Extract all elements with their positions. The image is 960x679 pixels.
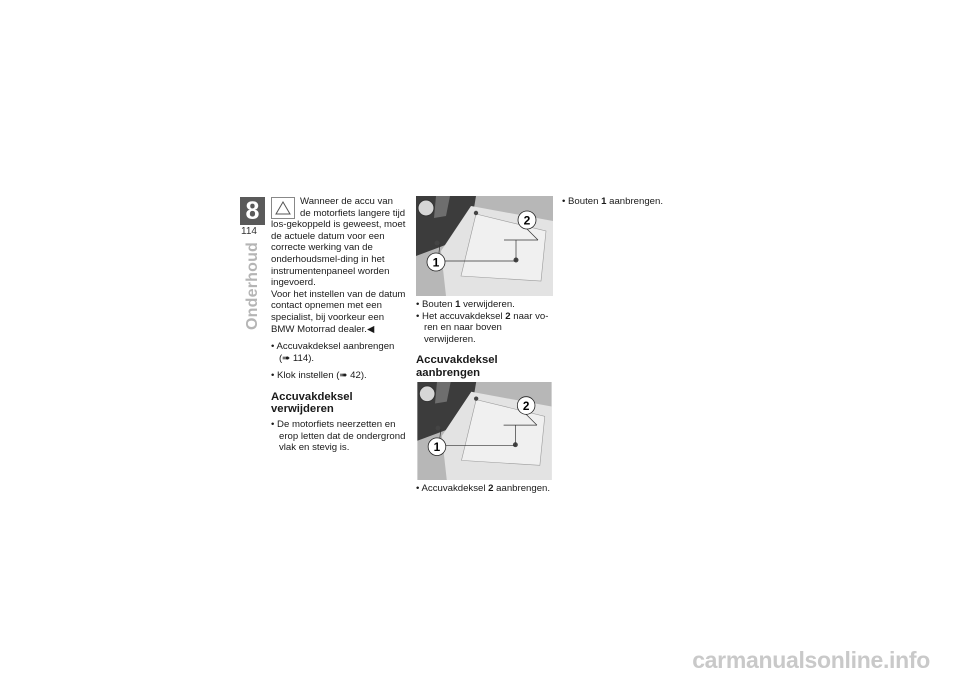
column-1 bbox=[271, 196, 406, 454]
chapter-number: 8 bbox=[240, 197, 265, 225]
column-3 bbox=[562, 196, 702, 208]
section-heading: Accuvakdeksel verwijderen bbox=[271, 390, 353, 416]
list-item: • De motorfiets neerzetten en erop letten dat de ondergrond vlak en stevig is. bbox=[271, 418, 406, 454]
column-2 bbox=[416, 196, 553, 495]
page-link[interactable]: 42 bbox=[350, 370, 361, 382]
warning-text: Wanneer de accu van de motorfiets langere tijd los-gekoppeld is geweest, moet de actuele datum voor een correcte werking van de onderhoudsmel-ding in het instrumentenpaneel worden ingevoerd. bbox=[271, 196, 406, 289]
section-heading: Accuvakdeksel aanbrengen bbox=[416, 354, 498, 379]
list-item: • Bouten 1 aanbrengen. bbox=[562, 196, 663, 207]
watermark: carmanualsonline.info bbox=[692, 647, 930, 673]
list-item: • Accuvakdeksel aanbrengen (➠ 114). bbox=[271, 341, 395, 364]
list-item: • Het accuvakdeksel 2 naar vo-ren en naar boven verwijderen. bbox=[416, 310, 549, 345]
photo-label-1: 1 bbox=[433, 441, 441, 455]
list-item: • Accuvakdeksel 2 aanbrengen. bbox=[416, 483, 551, 495]
list-item: • Klok instellen (➠ 42). bbox=[271, 370, 367, 382]
page-link[interactable]: 114 bbox=[292, 352, 309, 364]
reference-arrow-icon: ➠ bbox=[339, 370, 348, 382]
chapter-title: Onderhoud bbox=[244, 241, 261, 330]
photo-label-1: 1 bbox=[432, 255, 440, 270]
battery-cover-photo-2 bbox=[416, 382, 553, 480]
warning-triangle-icon bbox=[271, 197, 295, 219]
warning-extra-text: Voor het instellen van de datum contact opnemen met een specialist, bij voorkeur een BMW Motorrad dealer.◀ bbox=[271, 288, 406, 335]
list-item: • Bouten 1 verwijderen. bbox=[416, 299, 515, 310]
battery-cover-photo bbox=[416, 196, 553, 296]
end-mark: ◀ bbox=[366, 323, 375, 335]
photo-label-2: 2 bbox=[522, 400, 530, 414]
photo-label-2: 2 bbox=[523, 213, 531, 228]
page-number: 114 bbox=[241, 226, 257, 237]
reference-arrow-icon: ➠ bbox=[282, 352, 291, 364]
